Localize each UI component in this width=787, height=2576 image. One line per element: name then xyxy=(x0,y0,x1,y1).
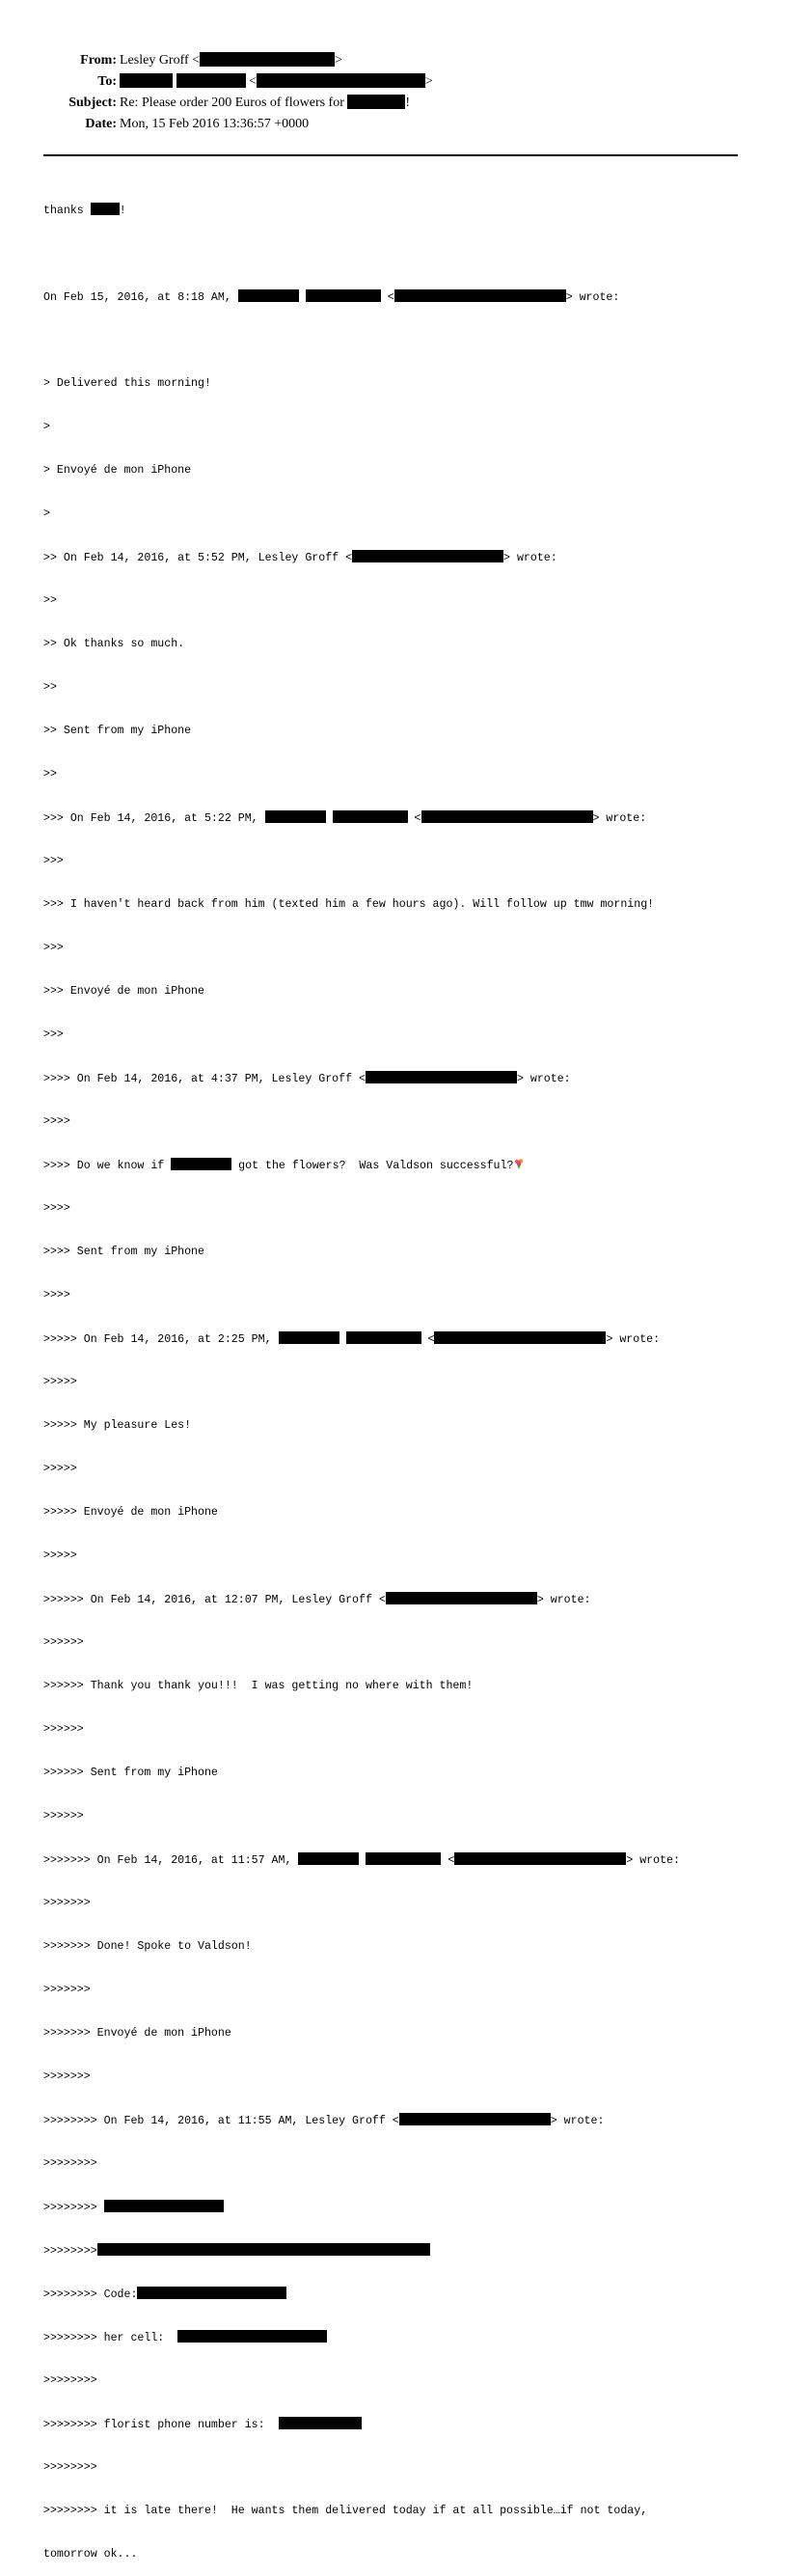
quote-marker: >>>>>>>> xyxy=(43,2157,97,2170)
date-value: Mon, 15 Feb 2016 13:36:57 +0000 xyxy=(120,117,310,131)
date-label: Date: xyxy=(85,117,117,131)
quote-header: >> On Feb 14, 2016, at 5:52 PM, Lesley Groff < > wrote: xyxy=(43,552,557,564)
redacted-last-name xyxy=(333,810,408,823)
quote-marker: >>>>>>> xyxy=(43,1984,91,1996)
redacted-phone xyxy=(177,2330,327,2343)
quote-marker: >>>>>>>> xyxy=(43,2374,97,2387)
redacted-last-name xyxy=(346,1331,421,1344)
quote-marker: >>>>> xyxy=(43,1376,77,1388)
body-line: tomorrow ok... xyxy=(43,2548,138,2561)
body-line: thanks ! xyxy=(43,205,126,217)
body-line: >>>>>>>> xyxy=(43,2243,747,2258)
redacted-code xyxy=(137,2287,286,2299)
quote-marker: > xyxy=(43,421,50,433)
body-line: >>>>>>>> it is late there! He wants them delivered today if at all possible…if not today, xyxy=(43,2505,648,2517)
redacted-name xyxy=(347,95,405,109)
to-label: To: xyxy=(97,74,117,89)
from-value: Lesley Groff < > xyxy=(120,53,342,68)
quote-marker: >>>>>> xyxy=(43,1810,84,1822)
to-value: < > xyxy=(120,71,433,93)
body-line: >>>>>> Sent from my iPhone xyxy=(43,1767,218,1779)
redacted-email xyxy=(454,1852,626,1865)
body-line: >>>>>>>> florist phone number is: xyxy=(43,2417,747,2431)
quote-marker: >>>> xyxy=(43,1289,70,1302)
quote-header: >>>>>> On Feb 14, 2016, at 12:07 PM, Lesley Groff < > wrote: xyxy=(43,1594,591,1606)
quote-marker: >>> xyxy=(43,855,64,867)
body-line: >>>>> Envoyé de mon iPhone xyxy=(43,1506,218,1519)
body-line: >>>>>> Thank you thank you!!! I was getting no where with them! xyxy=(43,1680,474,1692)
redacted-email xyxy=(257,73,425,88)
body-line: >>>>> My pleasure Les! xyxy=(43,1419,192,1432)
redacted-email xyxy=(386,1592,537,1604)
body-line: >> Sent from my iPhone xyxy=(43,725,192,737)
body-line: >>>>>>> Envoyé de mon iPhone xyxy=(43,2027,231,2040)
redacted-first-name xyxy=(279,1331,339,1344)
body-line: > Envoyé de mon iPhone xyxy=(43,464,192,477)
bouquet-icon xyxy=(513,1158,525,1169)
quote-header: >>> On Feb 14, 2016, at 5:22 PM, < > wrote: xyxy=(43,812,647,825)
redacted-email xyxy=(399,2113,551,2125)
body-line: >>>>>>> Done! Spoke to Valdson! xyxy=(43,1940,252,1953)
quote-header: On Feb 15, 2016, at 8:18 AM, < > wrote: xyxy=(43,291,620,304)
quote-marker: >> xyxy=(43,681,57,694)
body-line: > Delivered this morning! xyxy=(43,377,211,390)
redacted-phone xyxy=(279,2417,362,2429)
body-line: >>>> Do we know if got the flowers? Was Valdson successful? xyxy=(43,1158,747,1172)
body-line: >>>>>>>> xyxy=(43,2200,747,2214)
quote-marker: >>>>> xyxy=(43,1549,77,1562)
body-line: >>> I haven't heard back from him (texted him a few hours ago). Will follow up tmw morning! xyxy=(43,898,655,911)
quote-header: >>>>>>>> On Feb 14, 2016, at 11:55 AM, Lesley Groff < > wrote: xyxy=(43,2115,605,2127)
redacted-first-name xyxy=(265,810,326,823)
quote-header: >>>>>>> On Feb 14, 2016, at 11:57 AM, < > wrote: xyxy=(43,1854,680,1867)
quote-marker: >>>>>> xyxy=(43,1723,84,1736)
redacted-first-name xyxy=(120,73,173,88)
header-divider xyxy=(43,154,738,156)
redacted-email xyxy=(434,1331,606,1344)
quote-marker: >>>> xyxy=(43,1115,70,1128)
from-label: From: xyxy=(80,53,117,68)
quote-marker: >>>>> xyxy=(43,1463,77,1475)
quote-marker: >>>>>>> xyxy=(43,2070,91,2083)
quote-marker: >> xyxy=(43,768,57,781)
quote-marker: >>> xyxy=(43,1028,64,1041)
redacted-email xyxy=(421,810,593,823)
body-line: >> Ok thanks so much. xyxy=(43,638,185,650)
subject-label: Subject: xyxy=(68,96,117,110)
redacted-text xyxy=(104,2200,224,2212)
quote-marker: >>>>>>>> xyxy=(43,2461,97,2474)
quote-marker: >>> xyxy=(43,942,64,954)
redacted-last-name xyxy=(176,73,246,88)
redacted-email xyxy=(352,550,503,562)
redacted-email xyxy=(394,289,566,302)
from-name: Lesley Groff xyxy=(120,53,189,68)
quote-marker: >> xyxy=(43,594,57,607)
redacted-email xyxy=(200,52,335,67)
quote-header: >>>> On Feb 14, 2016, at 4:37 PM, Lesley Groff < > wrote: xyxy=(43,1073,571,1085)
quote-marker: >>>>>>> xyxy=(43,1897,91,1909)
body-line: >>> Envoyé de mon iPhone xyxy=(43,985,204,998)
body-line: >>>> Sent from my iPhone xyxy=(43,1246,204,1258)
redacted-first-name xyxy=(298,1852,359,1865)
redacted-last-name xyxy=(366,1852,441,1865)
quote-marker: > xyxy=(43,507,50,520)
subject-value: Re: Please order 200 Euros of flowers for ! xyxy=(120,96,411,110)
body-line: >>>>>>>> Code: xyxy=(43,2287,747,2301)
quote-header: >>>>> On Feb 14, 2016, at 2:25 PM, < > wrote: xyxy=(43,1333,661,1346)
quote-marker: >>>> xyxy=(43,1202,70,1215)
quote-marker: >>>>>> xyxy=(43,1636,84,1649)
redacted-last-name xyxy=(306,289,381,302)
redacted-name xyxy=(91,203,120,215)
redacted-name xyxy=(171,1158,231,1170)
email-body xyxy=(43,174,747,2576)
redacted-email xyxy=(366,1071,517,1083)
body-line: >>>>>>>> her cell: xyxy=(43,2330,747,2344)
redacted-first-name xyxy=(238,289,299,302)
redacted-text xyxy=(97,2243,430,2256)
